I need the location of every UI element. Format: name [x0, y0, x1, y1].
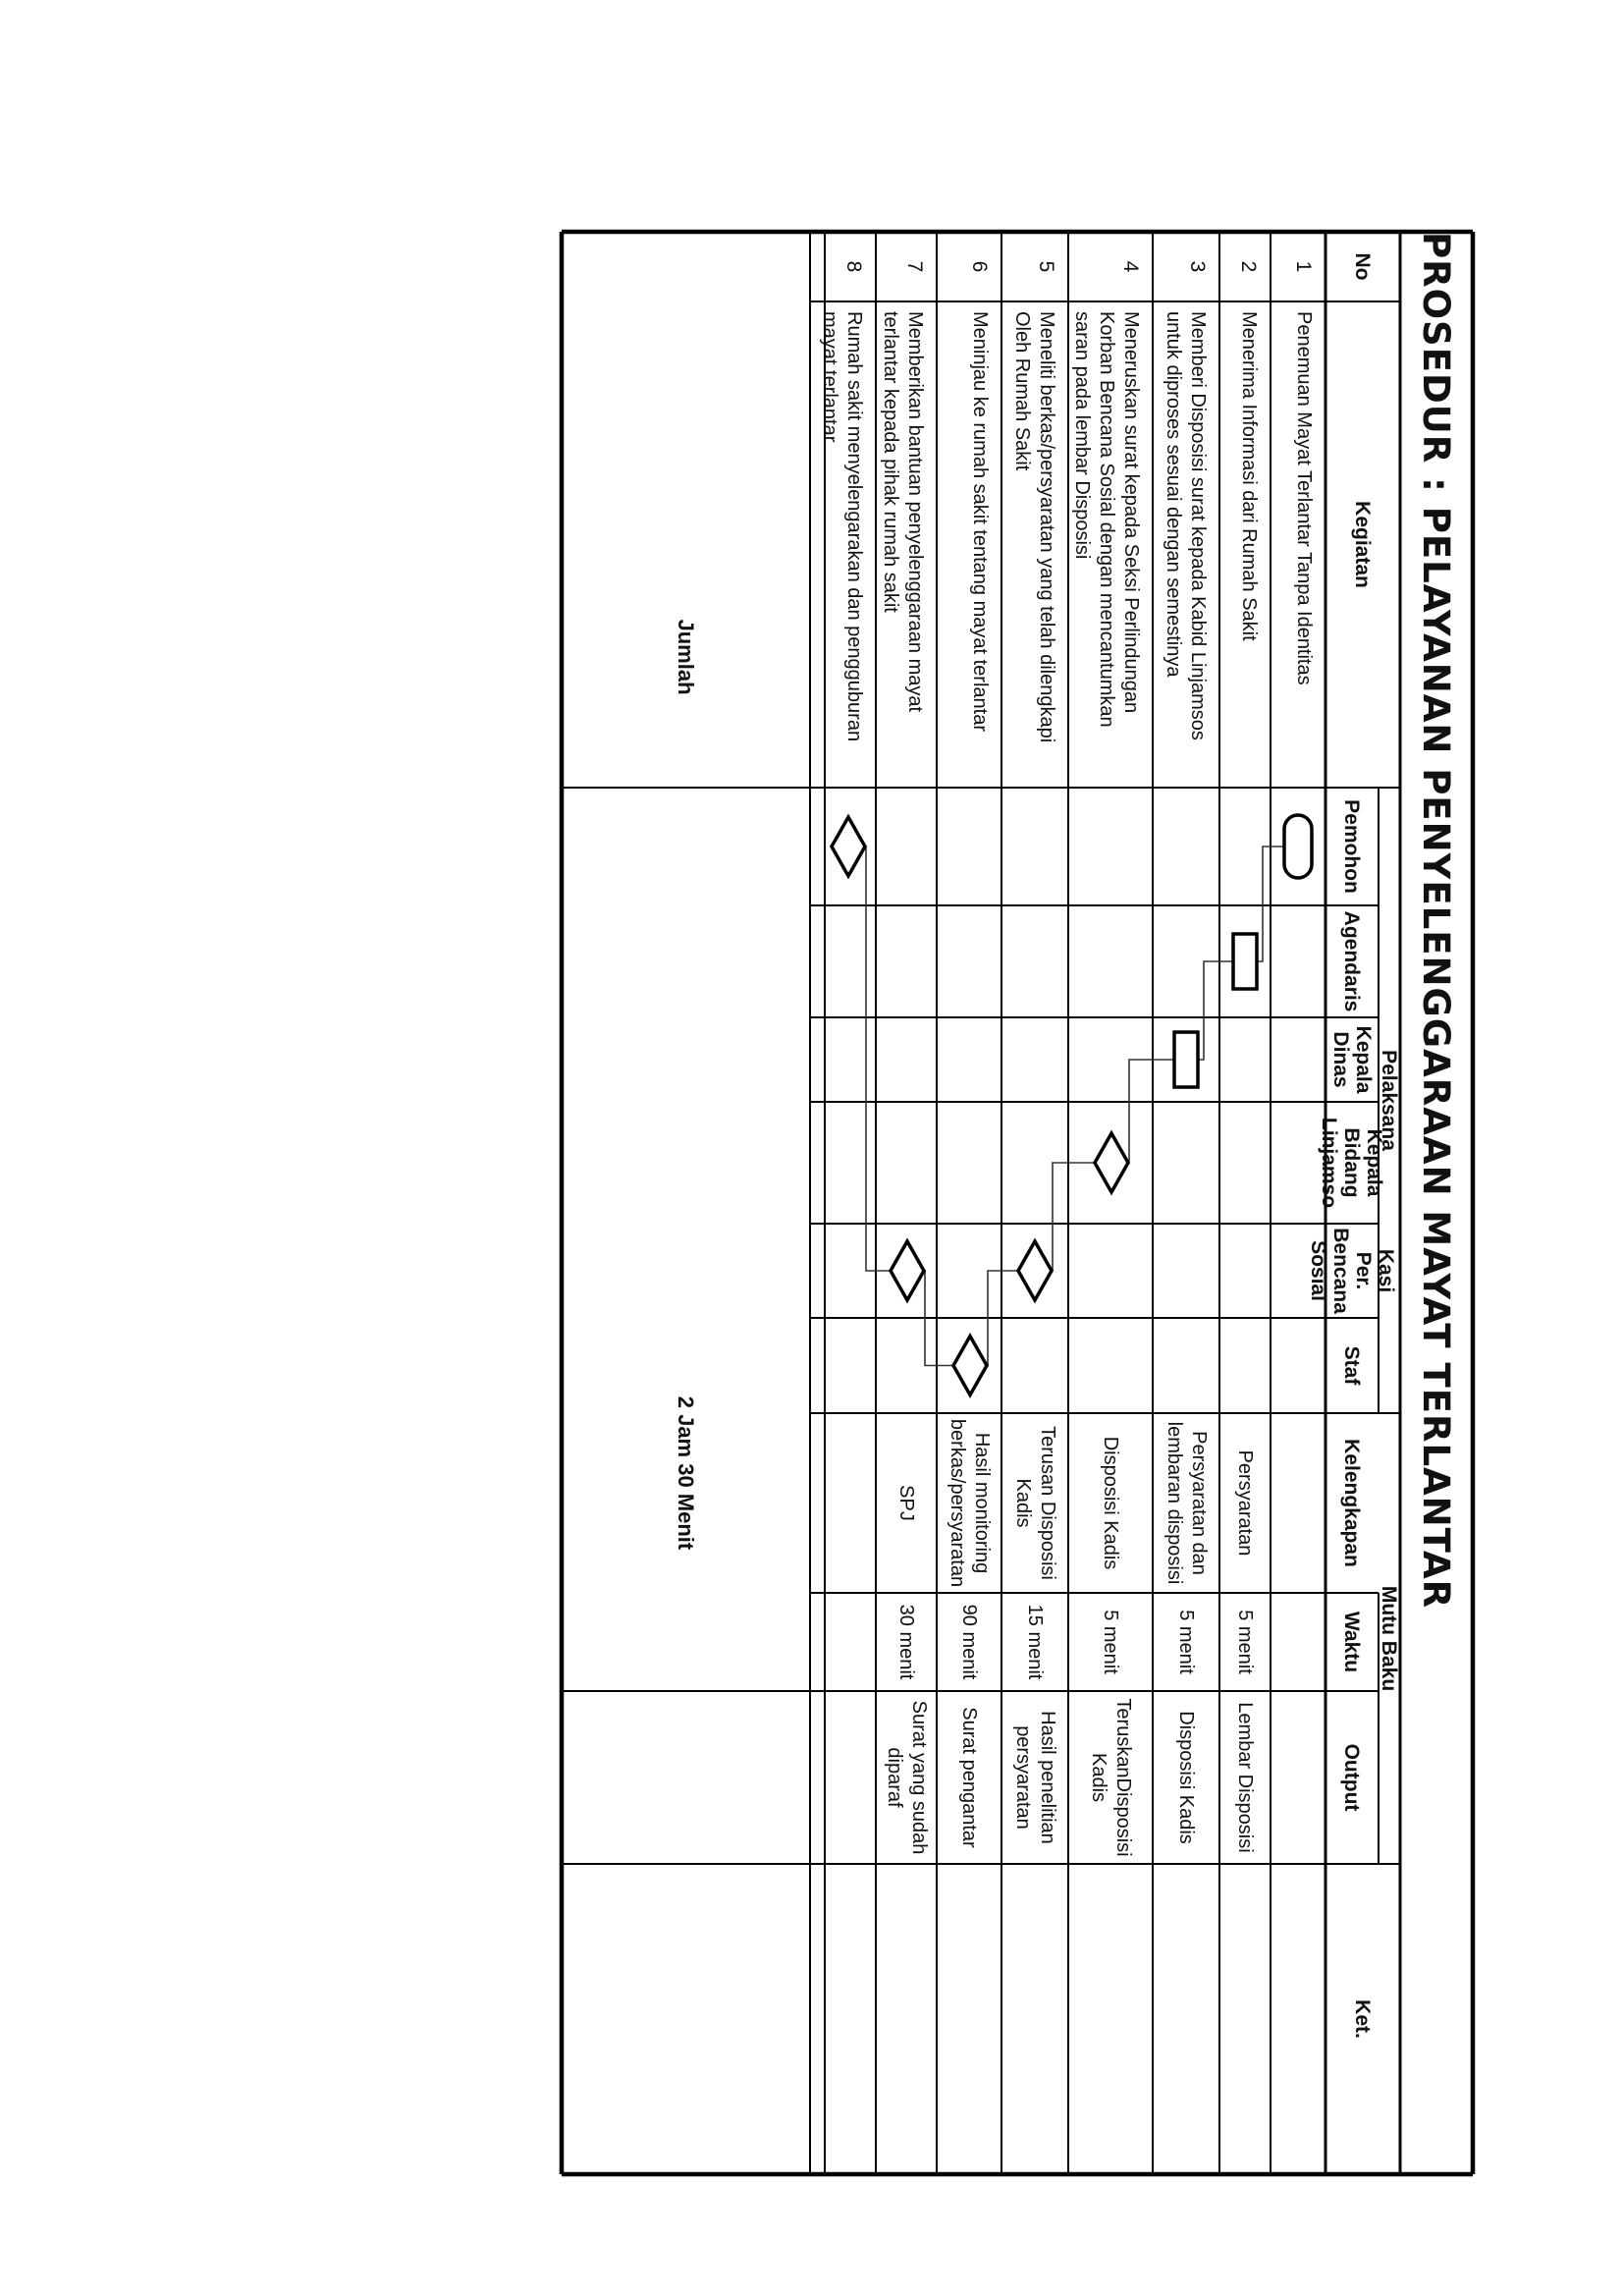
- scan-edge-marks: [0, 2249, 1623, 2269]
- row-waktu: 5 menit: [1100, 1610, 1122, 1674]
- header-executor-5: Staf: [1340, 1345, 1364, 1386]
- procedure-table: [501, 232, 1473, 2196]
- header-executor-2: Kepala Dinas: [1329, 1025, 1375, 1094]
- row-kegiatan: Meninjau ke rumah sakit tentang mayat terlantar: [969, 311, 991, 732]
- flowchart-symbol-decision: [891, 1241, 924, 1300]
- row-output: [1271, 1691, 1325, 1864]
- row-number: 7: [903, 260, 926, 273]
- row-kelengkapan: Disposisi Kadis: [1100, 1436, 1122, 1570]
- procedure-sheet: [501, 232, 1473, 2196]
- header-executor-1: Agendaris: [1340, 910, 1364, 1012]
- header-pelaksana: Pelaksana: [1378, 1050, 1401, 1151]
- row-number: 8: [842, 260, 865, 273]
- row-kelengkapan: SPJ: [895, 1485, 918, 1521]
- row-kegiatan: Rumah sakit menyelengarakan dan pengguburan mayat terlantar: [819, 311, 865, 742]
- row-number: 3: [1186, 260, 1209, 273]
- header-output: Output: [1340, 1743, 1364, 1812]
- row-output: TeruskanDisposisi Kadis: [1088, 1698, 1134, 1857]
- flowchart-symbol-process: [1233, 934, 1257, 989]
- flowchart-symbol-decision: [1018, 1241, 1052, 1300]
- flow-connector: [1035, 1163, 1111, 1271]
- header-kelengkapan: Kelengkapan: [1340, 1439, 1364, 1567]
- row-kelengkapan: Persyaratan dan lembaran disposisi: [1163, 1421, 1210, 1585]
- row-kegiatan: Meneruskan surat kepada Seksi Perlindungan Korban Bencana Sosial dengan mencantumkan saran pada lembar Disposisi: [1071, 311, 1142, 728]
- footer-jumlah-label: Jumlah: [674, 619, 698, 695]
- flowchart-symbol-process: [1174, 1032, 1198, 1087]
- row-waktu: 5 menit: [1175, 1610, 1198, 1674]
- flowchart-symbol-decision: [953, 1337, 987, 1395]
- row-number: 1: [1292, 260, 1315, 273]
- row-kegiatan: Meneliti berkas/persyaratan yang telah dilengkapi Oleh Rumah Sakit: [1011, 311, 1057, 743]
- header-waktu: Waktu: [1340, 1611, 1364, 1673]
- row-kelengkapan: [1271, 1413, 1325, 1593]
- header-mutu-baku: Mutu Baku: [1378, 1585, 1401, 1692]
- flowchart-symbol-decision: [1095, 1133, 1128, 1192]
- row-output: Lembar Disposisi: [1234, 1702, 1257, 1853]
- row-output: Hasil penelitian persyaratan: [1012, 1711, 1058, 1844]
- row-number: 4: [1119, 260, 1142, 273]
- row-kelengkapan: [825, 1413, 876, 1593]
- row-output: Surat pengantar: [958, 1707, 981, 1848]
- row-kegiatan: Memberikan bantuan penyelenggaraan mayat terlantar kepada pihak rumah sakit: [880, 311, 926, 713]
- row-number: 5: [1035, 260, 1057, 273]
- row-kelengkapan: Persyaratan: [1234, 1449, 1257, 1557]
- header-ket: Ket.: [1351, 1999, 1375, 2039]
- header-executor-0: Pemohon: [1340, 799, 1364, 894]
- header-no: No: [1351, 252, 1375, 281]
- flowchart-symbol-decision: [832, 817, 865, 876]
- row-waktu: [825, 1593, 876, 1691]
- document-title: PROSEDUR : PELAYANAN PENYELENGGARAAN MAYAT TERLANTAR: [1415, 232, 1458, 1610]
- row-kegiatan: Memberi Disposisi surat kepada Kabid Linjamsos untuk diproses sesuai dengan semestinya: [1163, 311, 1209, 740]
- header-executor-3: Kepala Bidang Linjamso: [1318, 1117, 1386, 1209]
- row-number: 2: [1237, 260, 1260, 273]
- row-waktu: 5 menit: [1234, 1610, 1257, 1674]
- row-kegiatan: Menerima Informasi dari Rumah Sakit: [1238, 311, 1260, 641]
- footer-total: 2 Jam 30 Menit: [674, 1395, 698, 1551]
- row-waktu: 15 menit: [1024, 1604, 1047, 1680]
- header-kegiatan: Kegiatan: [1351, 501, 1375, 588]
- flowchart-symbol-terminator: [1284, 815, 1312, 878]
- row-waktu: 30 menit: [895, 1604, 918, 1680]
- row-output: Surat yang sudah diparaf: [884, 1700, 930, 1855]
- row-output: [825, 1691, 876, 1864]
- row-kelengkapan: Terusan Disposisi Kadis: [1012, 1426, 1058, 1580]
- row-number: 6: [968, 260, 991, 273]
- row-waktu: 90 menit: [958, 1604, 981, 1680]
- row-kegiatan: Penemuan Mayat Terlantar Tanpa Identitas: [1293, 311, 1315, 685]
- row-kelengkapan: Hasil monitoring berkas/persyaratan: [947, 1418, 993, 1588]
- flow-connector: [848, 847, 907, 1271]
- row-waktu: [1271, 1593, 1325, 1691]
- row-output: Disposisi Kadis: [1175, 1711, 1198, 1844]
- header-executor-4: Kasi Per. Bencana Sosial: [1307, 1228, 1397, 1314]
